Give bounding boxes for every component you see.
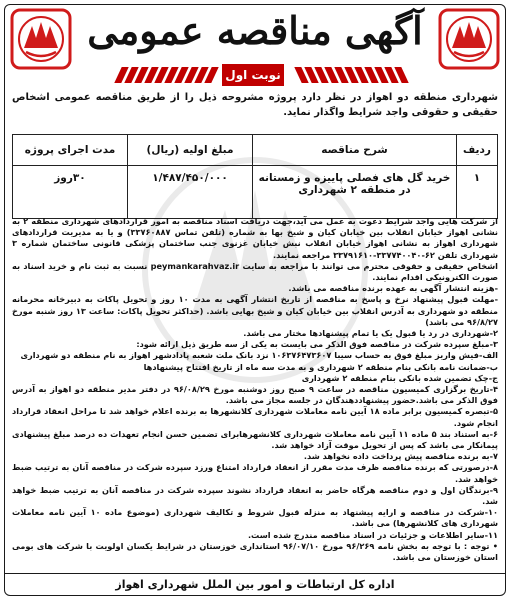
round-badge: نوبت اول xyxy=(222,64,284,86)
body-paragraph: ۳-مبلغ سپرده شرکت در مناقصه فوق الذکر می بایست به یکی از سه طریق ذیل ارائه شود: xyxy=(136,339,498,350)
body-paragraph: ۱۰-شرکت در مناقصه و ارایه پیشنهاد به منزله قبول شروط و تکالیف شهرداری (موضوع ماده ۱۰ آیین نامه معاملات شهرداری های کلانشهرها) می باشد. xyxy=(12,507,499,529)
body-paragraph: -مهلت قبول پیشنهاد نرخ و پاسخ به مناقصه از تاریخ انتشار آگهی به مدت ۱۰ روز و تحویل پاکات به دبیرخانه محرمانه منطقه دو شهرداری به آدرس انقلاب بین خیابان کیان و شیخ بهایی باشد. (حداکثر تحویل پاکات: ساعت ۱۳ روز شنبه مورخ ۹۶/۸/۲۷ می باشد) xyxy=(12,294,498,327)
col-header-price: مبلغ اولیه (ریال) xyxy=(128,135,253,166)
body-paragraph: ۵-تبصره کمیسیون برابر ماده ۱۸ آیین نامه معاملات شهرداری کلانشهرها به برنده اعلام خواهد شد تا مراحل انعقاد قرارداد انجام شود. xyxy=(12,406,498,428)
cell-price: ۱/۴۸۷/۴۵۰/۰۰۰ xyxy=(128,166,253,219)
col-header-title: شرح مناقصه xyxy=(253,135,457,166)
intro-paragraph: شهرداری منطقه دو اهواز در نظر دارد پروژه مشروحه ذیل را از طریق مناقصه عمومی اشخاص حقیقی و حقوقی واجد شرایط واگذار نماید. xyxy=(12,92,498,118)
body-paragraph: • توجه : با توجه به بخش نامه ۹۶/۲۶۹ مورخ ۹۶/۰۷/۱۰ استانداری خوزستان در شرایط یکسان اولویت با شرکت های بومی استان خوزستان می باشد. xyxy=(12,540,498,563)
body-paragraph: ۹-برندگان اول و دوم مناقصه هرگاه حاضر به انعقاد قرارداد نشوند سپرده شرکت در مناقصه آنان به ترتیب ضبط خواهد شد. xyxy=(12,484,498,507)
body-paragraph: -هزینه انتشار آگهی به عهده برنده مناقصه می باشد. xyxy=(288,283,498,294)
notice-title: آگهی مناقصه عمومی xyxy=(87,8,423,53)
municipality-logo-left xyxy=(10,8,72,70)
body-paragraph: ۶-به استناد بند ۵ ماده ۱۱ آیین نامه معاملات شهرداری کلانشهرهابرای تضمین حسن انجام تعهدات ده درصد مبلغ پیشنهادی پیمانکار می باشد که پس از تحویل موقت آزاد خواهد شد. xyxy=(12,428,498,451)
cell-title: خرید گل های فصلی پاییزه و زمستانه در منطقه ۲ شهرداری xyxy=(253,166,457,219)
body-paragraph: ۱۱-سایر اطلاعات و جزئیات در اسناد مناقصه مندرج شده است. xyxy=(247,529,498,540)
body-paragraph: از شرکت هایی واجد شرایط دعوت به عمل می آید،جهت دریافت اسناد مناقصه به امور قراردادهای شهرداری منطقه ۲ به نشانی اهواز خیابان انقلاب بین خیابان کیان و شیخ بها به شماره (تلفن تماس ۳۳۷۶۰۸۸۷) و یا به مدیریت قراردادهای شهرداری اهواز به نشانی اهواز خیابان انقلاب نبش خیابان غزنوی جنب ساختمان پزشکی قانونی ساختمان شماره ۳ شهرداری تلفن ۶۲-۳۳۷۷۴۰۰۴۰-۳۳۷۹۱۶۱۰ مراجعه نمایند. xyxy=(12,216,499,260)
badge-decoration-right xyxy=(298,67,405,83)
body-paragraph: ج-چک تضمین شده بانکی بنام منطقه ۲ شهرداری xyxy=(301,372,498,383)
col-header-duration: مدت اجرای پروژه xyxy=(13,135,128,166)
table-row xyxy=(13,166,498,219)
body-paragraph: ب-ضمانت نامه بانکی بنام منطقه ۲ شهرداری و به مدت سه ماه از تاریخ افتتاح پیشنهادها xyxy=(143,361,498,372)
body-paragraph: اشخاص حقیقی و حقوقی محترم می توانند با مراجعه به سایت peymankarahvaz.ir نسبت به ثبت نام و خرید اسناد به صورت الکترونیکی اقدام نمایند. xyxy=(12,260,498,283)
body-paragraph: الف-فیش واریز مبلغ فوق به حساب سیبا ۱۰۶۳۷۶۴۷۳۶۰۷ نزد بانک ملت شعبه پادادشهر اهواز به نام منطقه دو شهرداری xyxy=(20,350,498,361)
badge-decoration-left xyxy=(118,67,215,83)
footer-credit: اداره کل ارتباطات و امور بین الملل شهرداری اهواز xyxy=(4,573,506,596)
body-paragraph: ۸-درصورتی که برنده مناقصه ظرف مدت مقرر از انعقاد قرارداد امتناع ورزد سپرده شرکت در مناقصه آنان به ترتیب ضبط خواهد شد. xyxy=(12,462,498,484)
cell-duration: ۳۰روز xyxy=(13,166,128,219)
table-header-row xyxy=(13,135,498,166)
tender-table xyxy=(12,134,498,219)
body-paragraph: ۲-شهرداری در رد یا قبول یک یا تمام پیشنهادها مختار می باشد. xyxy=(243,328,498,339)
body-paragraph: ۴-تاریخ برگزاری کمیسیون مناقصه در ساعت ۹ صبح روز دوشنبه مورخ ۹۶/۰۸/۲۹ در دفتر مدیر منطقه دو اهواز به آدرس فوق الذکر می باشد.حضور پیشنهاددهندگان در جلسه مجاز می باشد. xyxy=(12,384,499,406)
conditions-text xyxy=(12,216,498,563)
body-paragraph: ۷-به برنده مناقصه پیش پرداخت داده نخواهد شد. xyxy=(303,451,498,462)
municipality-logo-right xyxy=(438,8,500,70)
cell-row-number: ۱ xyxy=(457,166,498,219)
col-header-row-number: ردیف xyxy=(457,135,498,166)
